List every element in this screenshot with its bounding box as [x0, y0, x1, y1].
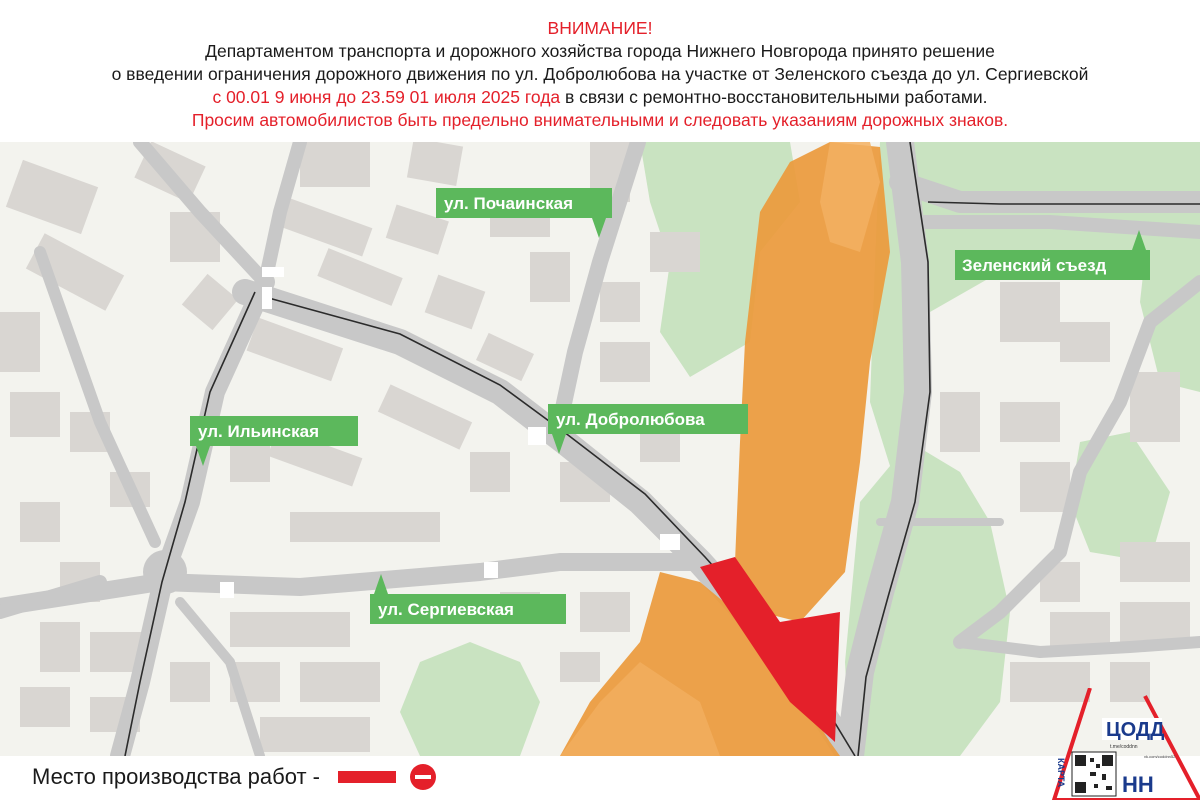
- crosswalk: [484, 562, 498, 578]
- notice-reason: в связи с ремонтно-восстановительными работами.: [560, 87, 988, 107]
- qr-module: [1090, 758, 1094, 762]
- label-zelensky: Зеленский съезд: [962, 256, 1107, 275]
- qr-module: [1106, 786, 1112, 790]
- building: [1130, 372, 1180, 442]
- crosswalk: [262, 287, 272, 309]
- qr-module: [1090, 772, 1096, 776]
- logo-name: ЦОДД: [1106, 719, 1165, 741]
- label-sergievskaya: ул. Сергиевская: [378, 600, 514, 619]
- logo-tiny-right: vk.com/coddnn52: [1144, 754, 1176, 759]
- notice-line-2: о введении ограничения дорожного движения по ул. Добролюбова на участке от Зеленского съезда до ул. Сергиевской: [111, 64, 1089, 84]
- building: [600, 342, 650, 382]
- building: [290, 512, 440, 542]
- notice-title: ВНИМАНИЕ!: [547, 18, 653, 38]
- building: [560, 652, 600, 682]
- qr-finder: [1075, 782, 1086, 793]
- logo-side-text: КАРТА: [1056, 758, 1066, 788]
- qr-module: [1096, 764, 1100, 768]
- work-zone-swatch: [338, 771, 396, 783]
- street-map: [0, 142, 1200, 756]
- codd-logo: [1050, 688, 1200, 800]
- building: [170, 662, 210, 702]
- building: [600, 282, 640, 322]
- building: [470, 452, 510, 492]
- qr-module: [1094, 784, 1098, 788]
- crosswalk: [262, 267, 284, 277]
- building: [1120, 542, 1190, 582]
- building: [40, 622, 80, 672]
- building: [0, 312, 40, 372]
- logo-tiny-top: t.me/coddnn: [1110, 744, 1138, 750]
- crosswalk: [220, 582, 234, 598]
- qr-finder: [1075, 755, 1086, 766]
- notice-header: [0, 0, 1200, 142]
- building: [530, 252, 570, 302]
- building: [10, 392, 60, 437]
- building: [20, 687, 70, 727]
- legend-label: Место производства работ -: [32, 764, 320, 789]
- building: [1000, 402, 1060, 442]
- qr-code-icon: [1072, 752, 1116, 796]
- building: [650, 232, 700, 272]
- notice-line-3: [0, 86, 1200, 109]
- building: [1060, 322, 1110, 362]
- legend: [32, 760, 436, 794]
- building: [1000, 282, 1060, 342]
- building: [940, 392, 980, 452]
- notice-dates: с 00.01 9 июня до 23.59 01 июля 2025 года: [212, 87, 561, 107]
- building: [300, 142, 370, 187]
- notice-line-1: Департаментом транспорта и дорожного хозяйства города Нижнего Новгорода принято решение: [205, 41, 995, 61]
- building: [300, 662, 380, 702]
- label-dobrolyubova: ул. Добролюбова: [556, 410, 705, 429]
- label-ilinskaya: ул. Ильинская: [198, 422, 320, 441]
- building: [230, 612, 350, 647]
- building: [1020, 462, 1070, 512]
- no-entry-sign-icon: [410, 764, 436, 790]
- building: [20, 502, 60, 542]
- building: [1120, 602, 1190, 642]
- building: [260, 717, 370, 752]
- notice-line-4: Просим автомобилистов быть предельно внимательными и следовать указаниям дорожных знаков.: [191, 110, 1009, 130]
- crosswalk: [660, 534, 680, 550]
- building: [580, 592, 630, 632]
- label-pochainskaya: ул. Почаинская: [444, 194, 574, 213]
- crosswalk: [528, 427, 546, 445]
- logo-subtitle: НН: [1122, 772, 1154, 797]
- qr-finder: [1102, 755, 1113, 766]
- qr-module: [1102, 774, 1106, 780]
